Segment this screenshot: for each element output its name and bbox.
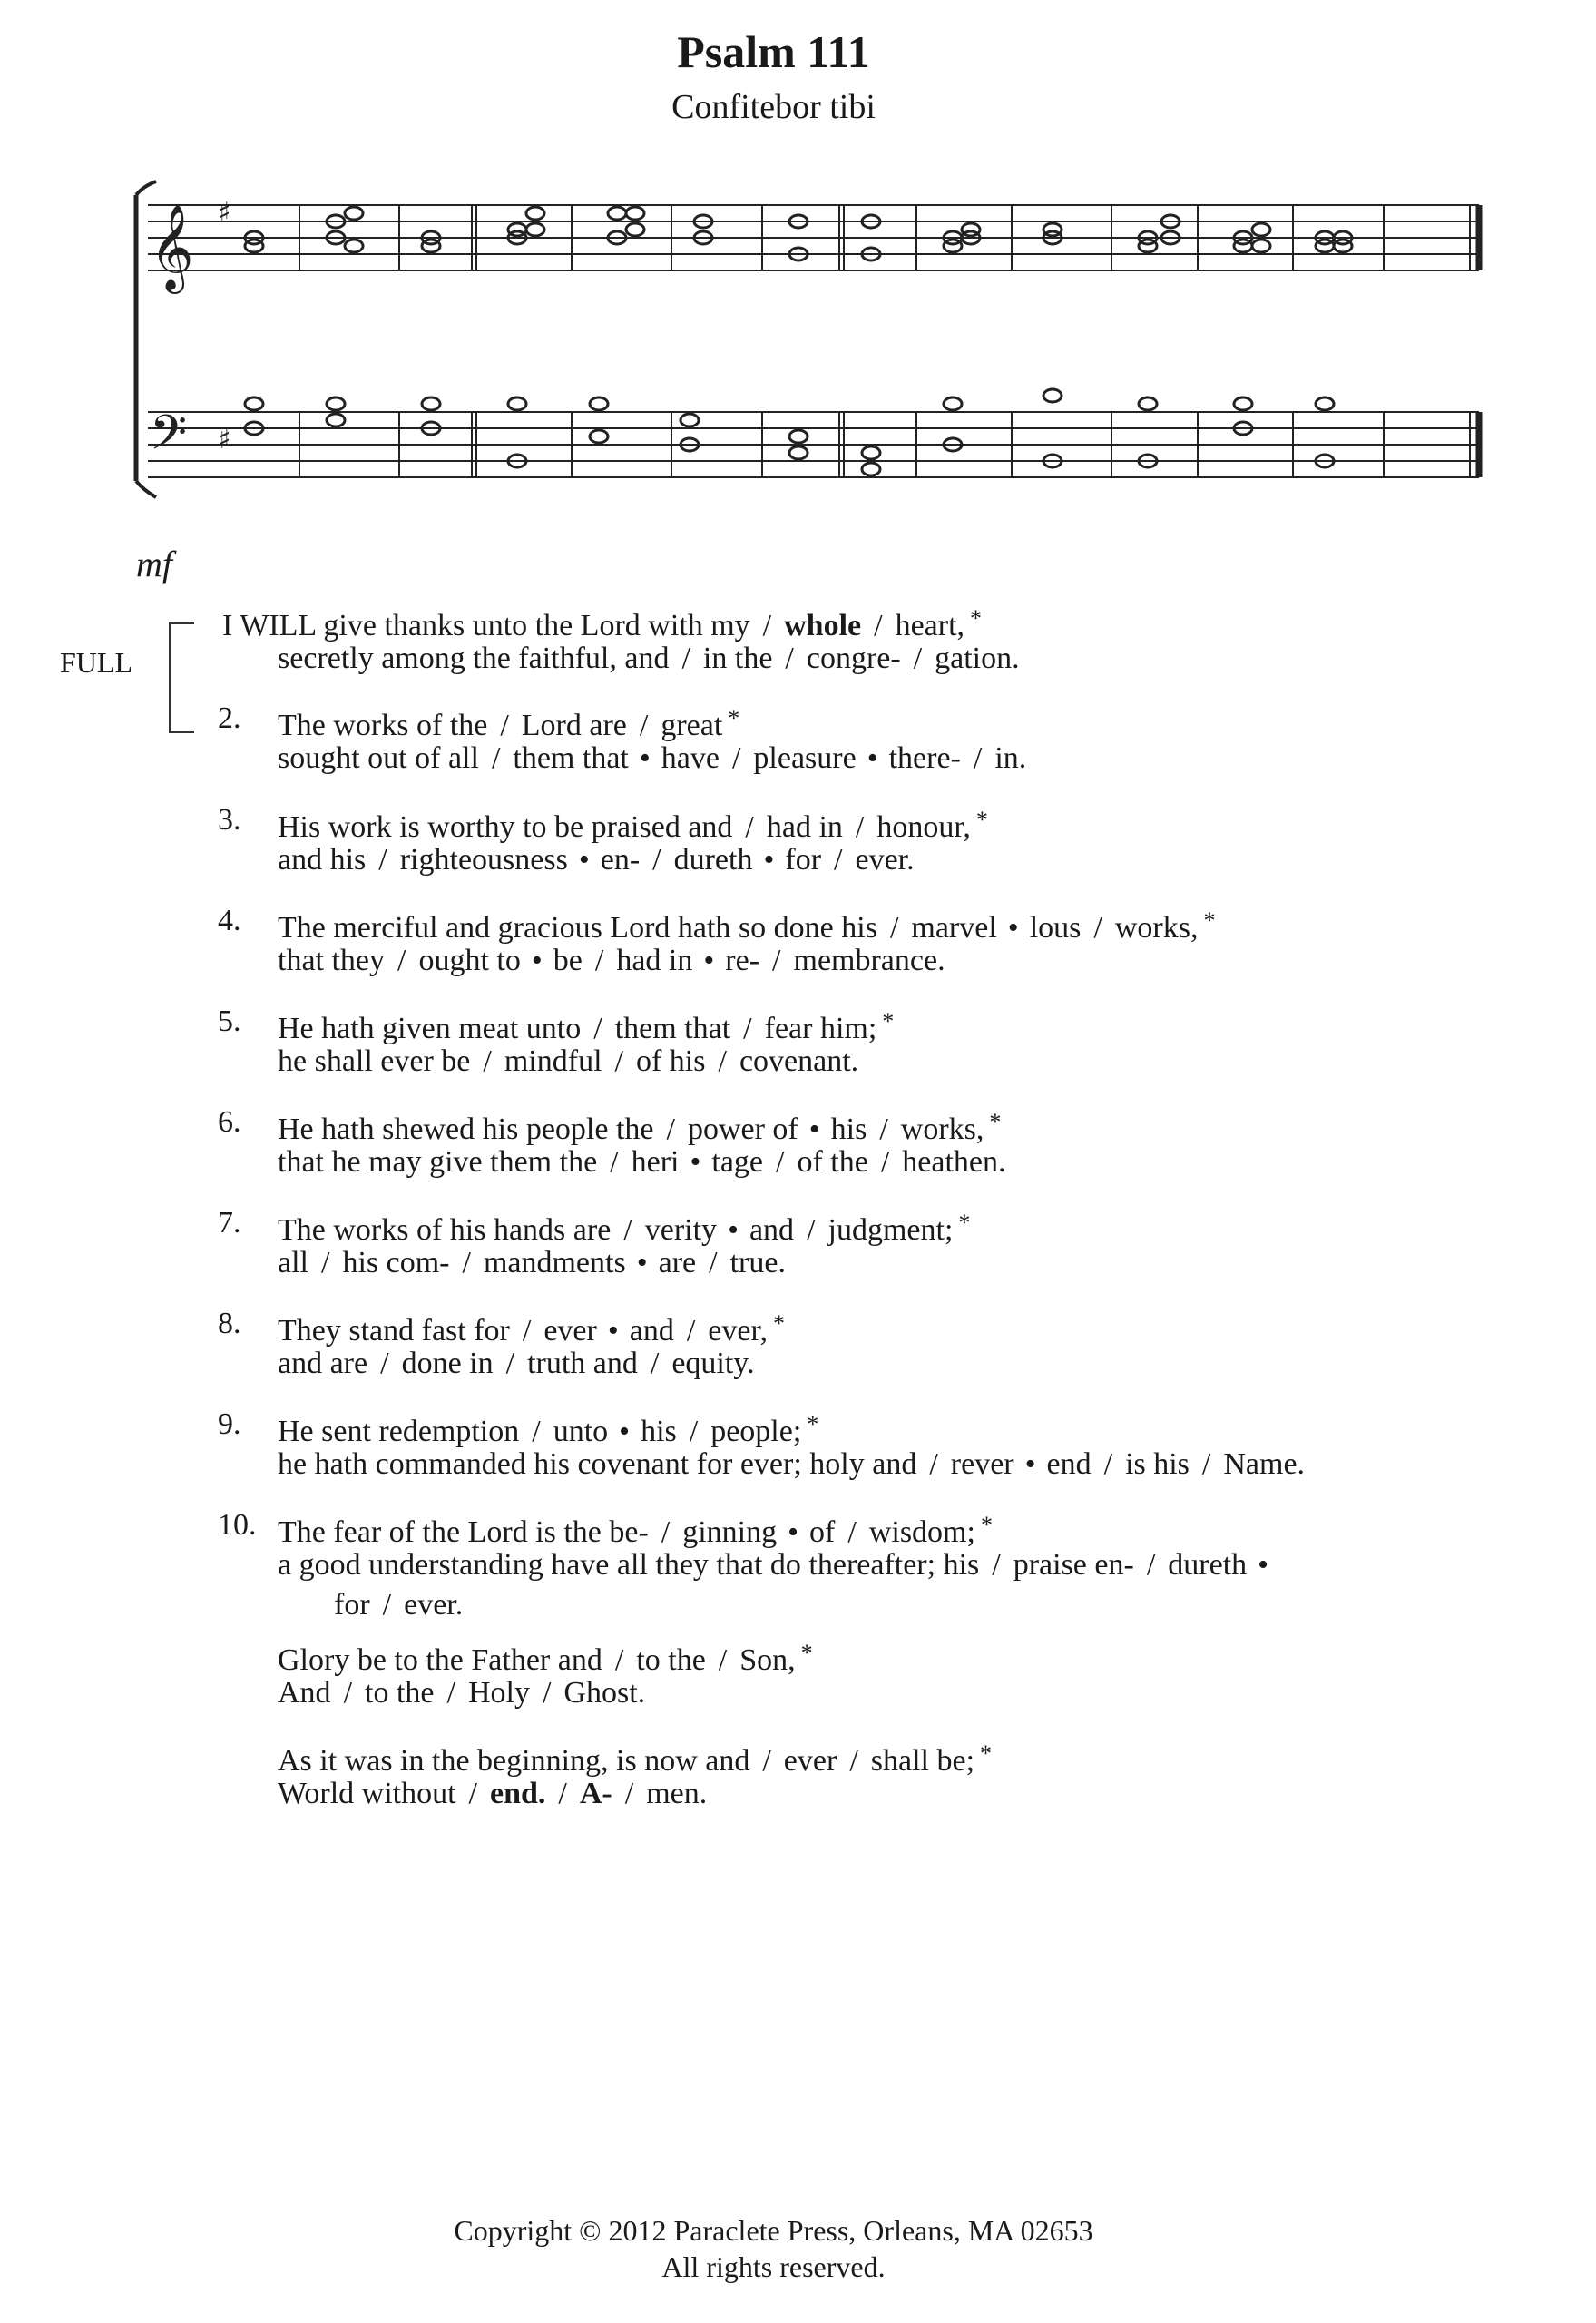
page-subtitle: Confitebor tibi [671,88,876,126]
dynamic-marking: mf [136,544,172,584]
verse-line [278,1673,645,1713]
verse-line [278,639,1020,679]
verse-segment: power of [687,1112,798,1146]
slash-mark: / [772,944,781,977]
slash-mark: / [849,1744,858,1778]
svg-text:𝄢: 𝄢 [150,406,188,473]
slash-mark: / [762,1744,771,1778]
asterisk-mark: * [975,807,988,833]
slash-mark: / [382,1588,392,1622]
verse-line [278,941,945,981]
verse-segment: ever. [404,1588,464,1622]
page-title: Psalm 111 [677,26,870,77]
slash-mark: / [462,1246,471,1279]
verse-segment: His work is worthy to be praised and [278,810,733,844]
slash-mark: / [847,1515,857,1549]
bullet-mark: • [636,1246,648,1279]
rights-line: All rights reserved. [661,2250,886,2283]
verse-segment: had in [616,944,693,977]
verse-number: 3. [218,803,241,837]
verse-segment: to the [636,1643,706,1677]
verse-segment: are [658,1246,697,1279]
music-score [0,0,1596,526]
slash-mark: / [880,1145,890,1179]
verse-line [278,1042,858,1082]
slash-mark: / [731,741,741,775]
verse-segment: his com- [342,1246,450,1279]
verse-segment: gation. [935,642,1020,675]
slash-mark: / [614,1643,624,1677]
verse-segment: rever [950,1447,1014,1481]
verse-segment: He hath shewed his people the [278,1112,654,1146]
slash-mark: / [623,1213,632,1247]
verse-segment: sought out of all [278,741,479,775]
asterisk-mark: * [980,1740,993,1767]
copyright-line: Copyright © 2012 Paraclete Press, Orleans, MA 02653 [454,2214,1093,2247]
asterisk-mark: * [772,1310,785,1337]
slash-mark: / [973,741,983,775]
verse-segment: unto [553,1415,609,1448]
bullet-mark: • [788,1515,799,1549]
slash-mark: / [624,1777,634,1810]
verse-segment: Glory be to the Father and [278,1643,602,1677]
verse-segment: en- [600,843,641,877]
verse-segment: Ghost. [563,1676,646,1710]
verse-number: 5. [218,1005,241,1038]
asterisk-mark: * [882,1008,895,1034]
slash-mark: / [745,810,754,844]
slash-mark: / [666,1112,675,1146]
slash-mark: / [380,1347,389,1380]
full-bracket [169,622,194,733]
slash-mark: / [614,1044,623,1078]
verse-segment: A- [579,1777,612,1810]
verse-segment: fear him; [764,1012,877,1045]
verse-segment: in. [994,741,1027,775]
slash-mark: / [689,1415,699,1448]
verse-segment: ever. [855,843,915,877]
verse-segment: mindful [504,1044,602,1078]
verse-line [278,1142,1006,1182]
asterisk-mark: * [1203,907,1216,934]
verse-segment: ginning [682,1515,778,1549]
slash-mark: / [686,1314,696,1348]
bullet-mark: • [1024,1447,1036,1481]
verse-segment: They stand fast for [278,1314,510,1348]
verse-segment: mandments [483,1246,626,1279]
slash-mark: / [913,642,923,675]
verse-segment: truth and [527,1347,638,1380]
verse-segment: congre- [806,642,901,675]
slash-mark: / [639,709,649,742]
slash-mark: / [776,1145,785,1179]
verse-segment: done in [401,1347,494,1380]
bullet-mark: • [1258,1548,1269,1582]
slash-mark: / [652,843,661,877]
verse-segment: of [809,1515,836,1549]
bullet-mark: • [728,1213,739,1247]
verse-segment: marvel [911,911,997,945]
verse-segment: for [785,843,822,877]
slash-mark: / [709,1246,718,1279]
verse-segment: had in [766,810,843,844]
verse-segment: wisdom; [868,1515,975,1549]
verse-line [278,1774,707,1814]
verse-segment: verity [644,1213,718,1247]
slash-mark: / [593,1012,602,1045]
verse-segment: heart, [895,609,965,642]
slash-mark: / [1093,911,1102,945]
verse-segment: men. [646,1777,708,1810]
slash-mark: / [855,810,865,844]
verse-segment: Son, [739,1643,796,1677]
slash-mark: / [834,843,843,877]
slash-mark: / [762,609,772,642]
verse-segment: he shall ever be [278,1044,471,1078]
verse-number: 2. [218,701,241,735]
verse-segment: lous [1029,911,1082,945]
slash-mark: / [397,944,406,977]
bullet-mark: • [578,843,590,877]
asterisk-mark: * [989,1109,1002,1135]
slash-mark: / [446,1676,455,1710]
verse-segment: ought to [418,944,521,977]
verse-segment: and [629,1314,674,1348]
slash-mark: / [874,609,883,642]
verse-line [278,739,1026,779]
slash-mark: / [661,1515,671,1549]
bullet-mark: • [867,741,878,775]
verse-segment: heri [631,1145,680,1179]
verse-segment: He sent redemption [278,1415,520,1448]
bullet-mark: • [690,1145,701,1179]
slash-mark: / [468,1777,477,1810]
verse-segment: his [830,1112,867,1146]
slash-mark: / [992,1548,1001,1582]
slash-mark: / [343,1676,353,1710]
slash-mark: / [1103,1447,1113,1481]
bullet-mark: • [531,944,543,977]
full-label: FULL [60,646,132,679]
asterisk-mark: * [800,1640,813,1666]
verse-line [278,840,915,880]
verse-segment: all [278,1246,308,1279]
verse-segment: end [1046,1447,1092,1481]
svg-text:𝄞: 𝄞 [150,204,194,290]
verse-segment: and are [278,1347,368,1380]
slash-mark: / [542,1676,552,1710]
slash-mark: / [378,843,387,877]
verse-segment: dureth [1168,1548,1248,1582]
verse-segment: pleasure [753,741,857,775]
verse-line [278,1344,755,1384]
verse-segment: there- [888,741,961,775]
verse-segment: people; [710,1415,802,1448]
slash-mark: / [718,1643,728,1677]
slash-mark: / [594,944,604,977]
asterisk-mark: * [958,1210,971,1236]
verse-segment: Name. [1223,1447,1306,1481]
verse-segment: praise en- [1013,1548,1134,1582]
verse-segment: ever [543,1314,597,1348]
verse-segment: covenant. [739,1044,859,1078]
slash-mark: / [491,741,501,775]
asterisk-mark: * [728,705,740,731]
svg-text:♯: ♯ [218,197,231,229]
slash-mark: / [1201,1447,1211,1481]
verse-segment: equity. [671,1347,755,1380]
slash-mark: / [558,1777,567,1810]
verse-segment: The works of the [278,709,488,742]
bullet-mark: • [808,1112,820,1146]
slash-mark: / [718,1044,727,1078]
slash-mark: / [500,709,509,742]
verse-segment: that he may give them the [278,1145,598,1179]
verse-segment: righteousness [399,843,568,877]
verse-segment: to the [365,1676,435,1710]
bullet-mark: • [1007,911,1019,945]
verse-segment: membrance. [793,944,945,977]
slash-mark: / [532,1415,541,1448]
slash-mark: / [785,642,794,675]
verse-segment: have [661,741,720,775]
verse-segment: re- [725,944,760,977]
verse-segment: his [641,1415,677,1448]
verse-number: 9. [218,1407,241,1441]
asterisk-mark: * [980,1512,993,1538]
asterisk-mark: * [807,1411,819,1437]
verse-segment: heathen. [902,1145,1006,1179]
slash-mark: / [681,642,690,675]
verse-segment: and [749,1213,795,1247]
verse-segment: The works of his hands are [278,1213,612,1247]
verse-segment: works, [900,1112,984,1146]
slash-mark: / [610,1145,619,1179]
svg-text:♯: ♯ [218,424,231,456]
slash-mark: / [1146,1548,1156,1582]
verse-line [278,1243,786,1283]
verse-segment: Holy [467,1676,530,1710]
bullet-mark: • [703,944,715,977]
verse-segment: is his [1125,1447,1190,1481]
verse-segment: he hath commanded his covenant for ever; holy and [278,1447,917,1481]
verse-segment: The fear of the Lord is the be- [278,1515,649,1549]
verse-line [278,1445,1305,1485]
verse-segment: As it was in the beginning, is now and [278,1744,750,1778]
verse-segment: shall be; [870,1744,975,1778]
verse-segment: tage [711,1145,764,1179]
verse-segment: a good understanding have all they that do thereafter; his [278,1548,980,1582]
verse-number: 6. [218,1105,241,1139]
slash-mark: / [483,1044,492,1078]
verse-segment: of his [635,1044,706,1078]
slash-mark: / [807,1213,816,1247]
verse-segment: honour, [876,810,971,844]
verse-segment: judgment; [827,1213,954,1247]
verse-segment: dureth [673,843,753,877]
verse-line [278,1545,1279,1585]
slash-mark: / [743,1012,752,1045]
verse-segment: true. [729,1246,786,1279]
bullet-mark: • [619,1415,631,1448]
verse-segment: them that [513,741,629,775]
verse-segment: works, [1114,911,1199,945]
verse-segment: them that [614,1012,731,1045]
verse-segment: He hath given meat unto [278,1012,582,1045]
verse-segment: great [661,709,723,742]
verse-segment: I WILL give thanks unto the Lord with my [222,609,750,642]
verse-segment: And [278,1676,331,1710]
verse-line [334,1585,463,1625]
verse-segment: end. [489,1777,546,1810]
slash-mark: / [505,1347,515,1380]
verse-segment: and his [278,843,367,877]
asterisk-mark: * [970,605,983,632]
verse-segment: Lord are [521,709,627,742]
slash-mark: / [889,911,899,945]
slash-mark: / [522,1314,532,1348]
verse-segment: World without [278,1777,456,1810]
verse-segment: in the [702,642,773,675]
verse-segment: of the [797,1145,868,1179]
verse-segment: ever [783,1744,837,1778]
verse-number: 10. [218,1508,257,1542]
verse-segment: secretly among the faithful, and [278,642,670,675]
verse-segment: be [553,944,583,977]
verse-number: 7. [218,1206,241,1240]
verse-number: 8. [218,1307,241,1340]
verse-segment: The merciful and gracious Lord hath so done his [278,911,877,945]
slash-mark: / [320,1246,330,1279]
bullet-mark: • [639,741,651,775]
slash-mark: / [929,1447,938,1481]
verse-number: 4. [218,904,241,937]
bullet-mark: • [763,843,775,877]
slash-mark: / [650,1347,660,1380]
verse-segment: whole [784,609,862,642]
verse-segment: that they [278,944,386,977]
verse-segment: ever, [708,1314,768,1348]
verse-segment: for [334,1588,370,1622]
slash-mark: / [879,1112,888,1146]
bullet-mark: • [607,1314,619,1348]
